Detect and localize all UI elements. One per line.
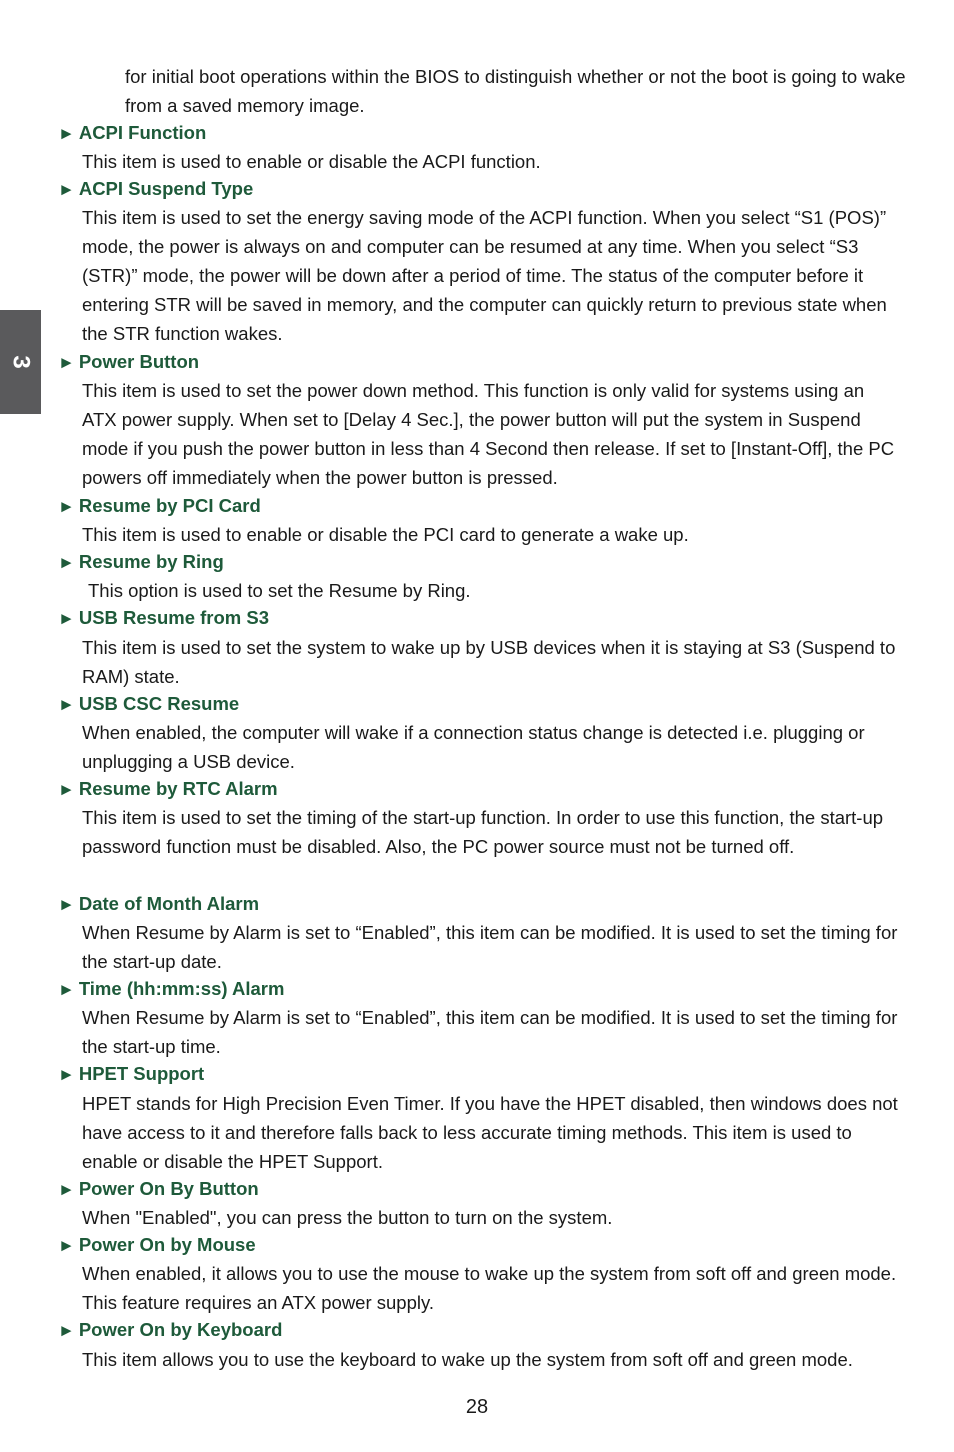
heading-hpet-support: ► HPET Support (58, 1063, 205, 1084)
heading-resume-by-pci-card: ► Resume by PCI Card (58, 495, 261, 516)
text-usb-resume-from-s3: This item is used to set the system to wake up by USB devices when it is staying at S3 (Suspend to RAM) state. (82, 637, 896, 687)
text-acpi-suspend-type: This item is used to set the energy saving mode of the ACPI function. When you select “S1 (POS)” mode, the power is always on and computer can be resumed at any time. When you select “S3 (STR)” mode, the power will be down after a period of time. The status of the computer before it entering STR will be saved in memory, and the computer can quickly return to previous state when the STR function wakes. (82, 207, 887, 344)
bullet-arrow-icon: ► (58, 497, 75, 516)
text-date-of-month-alarm: When Resume by Alarm is set to “Enabled”, this item can be modified. It is used to set the timing for the start-up date. (82, 922, 898, 972)
heading-power-on-by-keyboard: ► Power On by Keyboard (58, 1319, 283, 1340)
bullet-arrow-icon: ► (58, 695, 75, 714)
heading-time-alarm: ► Time (hh:mm:ss) Alarm (58, 978, 285, 999)
text-resume-by-rtc-alarm: This item is used to set the timing of the start-up function. In order to use this function, the start-up password function must be disabled. Also, the PC power source must not be turned off. (82, 807, 884, 857)
bullet-arrow-icon: ► (58, 553, 75, 572)
text-power-on-by-button: When "Enabled", you can press the button to turn on the system. (82, 1207, 613, 1228)
bullet-arrow-icon: ► (58, 1236, 75, 1255)
text-usb-csc-resume: When enabled, the computer will wake if a connection status change is detected i.e. plugging or unplugging a USB device. (82, 722, 865, 772)
heading-date-of-month-alarm: ► Date of Month Alarm (58, 893, 260, 914)
text-resume-by-pci-card: This item is used to enable or disable the PCI card to generate a wake up. (82, 524, 689, 545)
chapter-number: 3 (7, 355, 35, 369)
heading-power-button: ► Power Button (58, 351, 200, 372)
bullet-arrow-icon: ► (58, 124, 75, 143)
chapter-tab (0, 310, 41, 414)
bullet-arrow-icon: ► (58, 1321, 75, 1340)
bullet-arrow-icon: ► (58, 895, 75, 914)
intro-paragraph: for initial boot operations within the BIOS to distinguish whether or not the boot is going to wake from a saved memory image. (125, 66, 906, 116)
bullet-arrow-icon: ► (58, 1065, 75, 1084)
text-hpet-support: HPET stands for High Precision Even Timer. If you have the HPET disabled, then windows does not have access to it and therefore falls back to less accurate timing methods. This item is used to enable or disable the HPET Support. (82, 1093, 898, 1172)
bullet-arrow-icon: ► (58, 609, 75, 628)
text-power-button: This item is used to set the power down method. This function is only valid for systems using an ATX power supply. When set to [Delay 4 Sec.], the power button will put the system in Suspend mode if you push the power button in less than 4 Second then release. If set to [Instant-Off], the PC powers off immediately when the power button is pressed. (82, 380, 895, 488)
text-acpi-function: This item is used to enable or disable the ACPI function. (82, 151, 541, 172)
text-power-on-by-keyboard: This item allows you to use the keyboard to wake up the system from soft off and green mode. (82, 1349, 853, 1370)
heading-acpi-suspend-type: ► ACPI Suspend Type (58, 178, 254, 199)
text-power-on-by-mouse: When enabled, it allows you to use the mouse to wake up the system from soft off and green mode. This feature requires an ATX power supply. (82, 1263, 897, 1313)
bullet-arrow-icon: ► (58, 1180, 75, 1199)
bullet-arrow-icon: ► (58, 980, 75, 999)
heading-acpi-function: ► ACPI Function (58, 122, 207, 143)
heading-usb-csc-resume: ► USB CSC Resume (58, 693, 240, 714)
bullet-arrow-icon: ► (58, 180, 75, 199)
heading-power-on-by-button: ► Power On By Button (58, 1178, 259, 1199)
text-time-alarm: When Resume by Alarm is set to “Enabled”, this item can be modified. It is used to set the timing for the start-up time. (82, 1007, 898, 1057)
heading-power-on-by-mouse: ► Power On by Mouse (58, 1234, 256, 1255)
text-resume-by-ring: This option is used to set the Resume by Ring. (88, 580, 471, 601)
heading-resume-by-ring: ► Resume by Ring (58, 551, 224, 572)
heading-resume-by-rtc-alarm: ► Resume by RTC Alarm (58, 778, 278, 799)
bullet-arrow-icon: ► (58, 780, 75, 799)
bullet-arrow-icon: ► (58, 353, 75, 372)
heading-usb-resume-from-s3: ► USB Resume from S3 (58, 607, 270, 628)
page-number: 28 (465, 1396, 489, 1418)
